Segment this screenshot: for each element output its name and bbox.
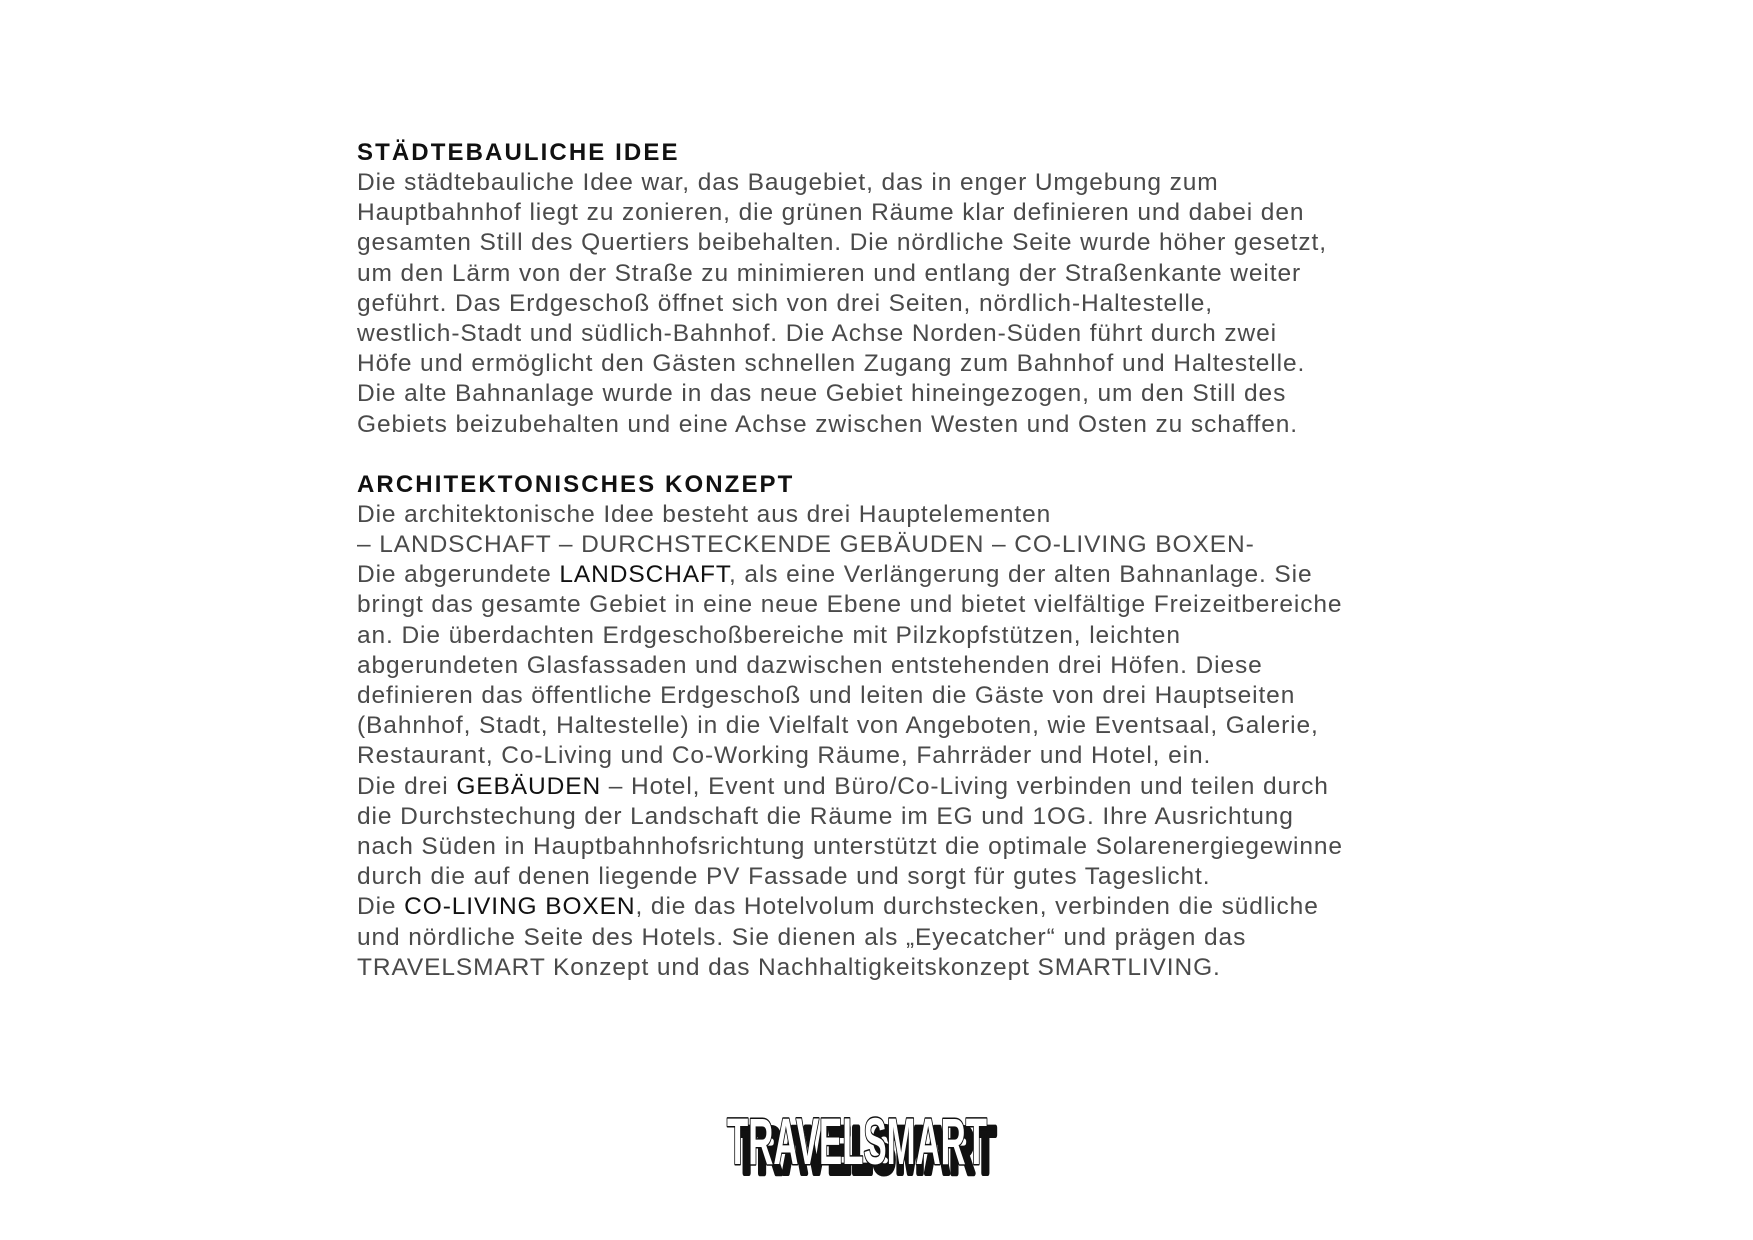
emphasized-term: LANDSCHAFT [559, 561, 730, 589]
text-line [357, 168, 1457, 198]
text-line [357, 621, 1457, 651]
text-run: und nördliche Seite des Hotels. Sie dienen als „Eyecatcher“ und prägen das [357, 923, 1247, 951]
text-line [357, 500, 1457, 530]
text-run: , die das Hotelvolum durchstecken, verbinden die südliche [635, 893, 1319, 921]
text-line [357, 379, 1457, 409]
text-run: westlich-Stadt und südlich-Bahnhof. Die Achse Norden-Süden führt durch zwei [357, 320, 1278, 348]
text-run: Restaurant, Co-Living und Co-Working Räume, Fahrräder und Hotel, ein. [357, 742, 1212, 770]
document-body [357, 138, 1457, 983]
text-line [357, 319, 1457, 349]
text-run: Die [357, 893, 405, 921]
section-heading: ARCHITEKTONISCHES KONZEPT [357, 470, 795, 498]
text-line [357, 530, 1457, 560]
text-line [357, 953, 1457, 983]
emphasized-term: GEBÄUDEN [456, 772, 602, 800]
section-heading: STÄDTEBAULICHE IDEE [357, 139, 680, 166]
text-line [357, 198, 1457, 228]
logo-text: TRAVELSMART [727, 1104, 987, 1178]
text-run: nach Süden in Hauptbahnhofsrichtung unterstützt die optimale Solarenergiegewinne [357, 833, 1343, 861]
text-run: durch die auf denen liegende PV Fassade und sorgt für gutes Tageslicht. [357, 863, 1211, 891]
text-line [357, 711, 1457, 741]
text-run: Die drei [357, 772, 457, 800]
text-line [357, 560, 1457, 590]
text-run: abgerundeten Glasfassaden und dazwischen entstehenden drei Höfen. Diese [357, 651, 1263, 679]
text-run: Die alte Bahnanlage wurde in das neue Gebiet hineingezogen, um den Still des [357, 380, 1287, 408]
text-line [357, 651, 1457, 681]
section-architektonisches-konzept [357, 470, 1457, 983]
text-line [357, 289, 1457, 319]
text-run: definieren das öffentliche Erdgeschoß und leiten die Gäste von drei Hauptseiten [357, 682, 1296, 710]
text-run: – LANDSCHAFT – DURCHSTECKENDE GEBÄUDEN – CO-LIVING BOXEN- [357, 531, 1255, 559]
text-run: – Hotel, Event und Büro/Co-Living verbinden und teilen durch [601, 772, 1329, 800]
section-paragraph [357, 168, 1457, 440]
text-run: geführt. Das Erdgeschoß öffnet sich von drei Seiten, nördlich-Haltestelle, [357, 289, 1214, 317]
text-run: an. Die überdachten Erdgeschoßbereiche mit Pilzkopfstützen, leichten [357, 621, 1181, 649]
text-run: (Bahnhof, Stadt, Haltestelle) in die Vielfalt von Angeboten, wie Eventsaal, Galerie, [357, 712, 1319, 740]
travelsmart-logo-icon [721, 1104, 1041, 1188]
text-run: Die abgerundete [357, 561, 560, 589]
text-line [357, 892, 1457, 922]
text-line [357, 228, 1457, 258]
text-line [357, 772, 1457, 802]
text-run: Die städtebauliche Idee war, das Baugebiet, das in enger Umgebung zum [357, 169, 1219, 196]
text-line [357, 349, 1457, 379]
text-line [357, 832, 1457, 862]
text-line [357, 590, 1457, 620]
text-run: um den Lärm von der Straße zu minimieren und entlang der Straßenkante weiter [357, 259, 1302, 287]
logo-shadow-text: TRAVELSMART [736, 1113, 996, 1187]
text-line [357, 862, 1457, 892]
text-run: , als eine Verlängerung der alten Bahnanlage. Sie [729, 561, 1313, 589]
text-run: Die architektonische Idee besteht aus drei Hauptelementen [357, 500, 1052, 528]
text-run: bringt das gesamte Gebiet in eine neue Ebene und bietet vielfältige Freizeitbereiche [357, 591, 1343, 619]
text-run: gesamten Still des Quertiers beibehalten. Die nördliche Seite wurde höher gesetzt, [357, 229, 1327, 257]
text-line [357, 741, 1457, 771]
emphasized-term: CO-LIVING BOXEN [404, 893, 636, 921]
travelsmart-logo [721, 1104, 1041, 1188]
text-run: die Durchstechung der Landschaft die Räume im EG und 1OG. Ihre Ausrichtung [357, 802, 1294, 830]
text-run: Hauptbahnhof liegt zu zonieren, die grünen Räume klar definieren und dabei den [357, 199, 1305, 227]
section-staedtebauliche-idee [357, 138, 1457, 440]
section-paragraph [357, 500, 1457, 983]
text-run: TRAVELSMART Konzept und das Nachhaltigkeitskonzept SMARTLIVING. [357, 953, 1221, 981]
text-run: Gebiets beizubehalten und eine Achse zwischen Westen und Osten zu schaffen. [357, 410, 1298, 438]
text-line [357, 923, 1457, 953]
text-run: Höfe und ermöglicht den Gästen schnellen Zugang zum Bahnhof und Haltestelle. [357, 350, 1306, 378]
text-line [357, 410, 1457, 440]
text-line [357, 802, 1457, 832]
text-line [357, 259, 1457, 289]
text-line [357, 681, 1457, 711]
